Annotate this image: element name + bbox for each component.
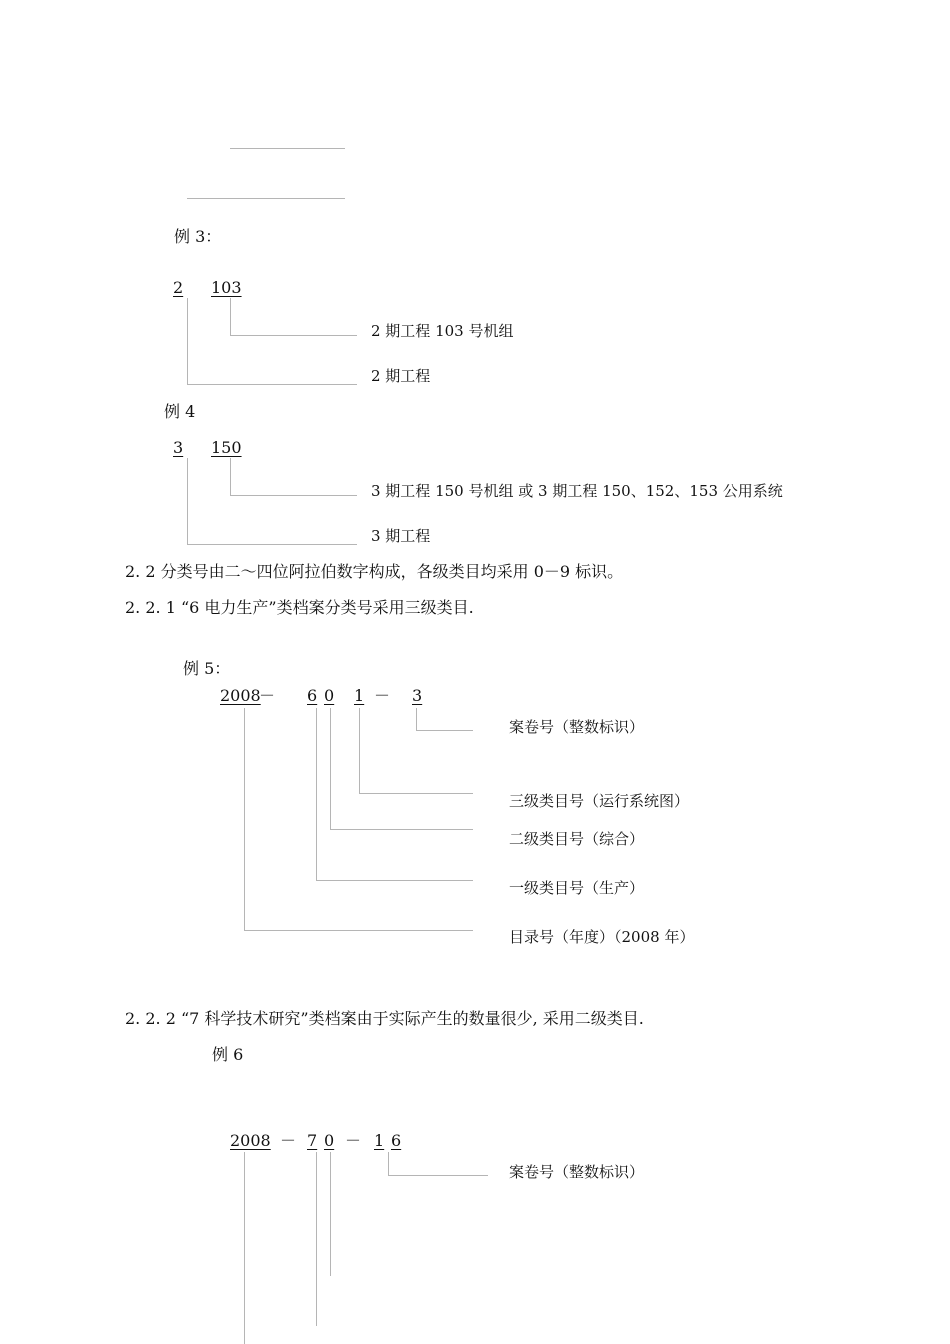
example-6-label: 例 6 [212, 1045, 244, 1064]
example-6-connector-year-v [244, 1152, 245, 1344]
example-4-desc-phase: 3 期工程 [371, 527, 431, 545]
example-3-connector-unit-h [230, 335, 357, 336]
example-5-connector-volume-h [416, 730, 473, 731]
example-6-code-dash-2: － [345, 1131, 362, 1150]
example-6-connector-level-2-v [330, 1152, 331, 1276]
example-3-connector-phase-v [187, 298, 188, 384]
example-4-desc-unit: 3 期工程 150 号机组 或 3 期工程 150、152、153 公用系统 [371, 482, 783, 500]
example-6-connector-level-1-v [316, 1152, 317, 1326]
example-5-code-level-3: 1 [354, 686, 365, 705]
example-5-code-dash-2: － [374, 686, 391, 705]
example-4-connector-unit-v [230, 458, 231, 495]
example-6-code-level-2: 0 [324, 1131, 335, 1150]
example-5-code-dash-1: － [259, 686, 276, 705]
example-6-code-year: 2008 [230, 1131, 271, 1150]
example-3-connector-phase-h [187, 384, 357, 385]
paragraph-2-2-2: 2. 2. 2 “7 科学技术研究”类档案由于实际产生的数量很少, 采用二级类目. [125, 1009, 644, 1028]
example-5-code-volume: 3 [412, 686, 423, 705]
example-4-label: 例 4 [164, 402, 196, 421]
example-6-code-volume-1: 1 [374, 1131, 385, 1150]
example-6-code-dash-1: － [280, 1131, 297, 1150]
example-3-code-phase: 2 [173, 278, 184, 297]
example-5-connector-level-3-v [359, 708, 360, 793]
example-5-connector-level-3-h [359, 793, 473, 794]
example-5-connector-volume-v [416, 708, 417, 730]
example-5-connector-year-v [244, 708, 245, 930]
example-6-connector-volume-h [388, 1175, 488, 1176]
example-3-desc-unit: 2 期工程 103 号机组 [371, 322, 514, 340]
example-5-label: 例 5： [183, 659, 231, 678]
example-6-desc-volume: 案卷号（整数标识） [509, 1163, 645, 1181]
example-5-connector-level-1-v [316, 708, 317, 880]
example-5-desc-volume: 案卷号（整数标识） [509, 718, 645, 736]
example-4-code-phase: 3 [173, 438, 184, 457]
example-5-connector-year-h [244, 930, 473, 931]
example-5-desc-year: 目录号（年度）（2008 年） [509, 928, 695, 946]
paragraph-2-2-1: 2. 2. 1 “6 电力生产”类档案分类号采用三级类目. [125, 598, 474, 617]
example-4-code-unit: 150 [211, 438, 242, 457]
example-5-connector-level-2-h [330, 829, 473, 830]
example-5-desc-level-1: 一级类目号（生产） [509, 879, 645, 897]
example-3-label: 例 3： [174, 227, 222, 246]
top-rule-1 [230, 148, 345, 149]
example-5-code-year: 2008 [220, 686, 261, 705]
example-5-desc-level-3: 三级类目号（运行系统图） [509, 792, 690, 810]
example-5-code-level-1: 6 [307, 686, 318, 705]
paragraph-2-2: 2. 2 分类号由二～四位阿拉伯数字构成，各级类目均采用 0－9 标识。 [125, 562, 624, 581]
example-6-code-volume-2: 6 [391, 1131, 402, 1150]
example-3-desc-phase: 2 期工程 [371, 367, 431, 385]
example-3-code-unit: 103 [211, 278, 242, 297]
example-5-connector-level-1-h [316, 880, 473, 881]
example-4-connector-unit-h [230, 495, 357, 496]
example-4-connector-phase-h [187, 544, 357, 545]
example-6-code-level-1: 7 [307, 1131, 318, 1150]
example-5-code-level-2: 0 [324, 686, 335, 705]
example-3-connector-unit-v [230, 298, 231, 335]
example-6-connector-volume-v [388, 1152, 389, 1175]
top-rule-2 [187, 198, 345, 199]
example-5-desc-level-2: 二级类目号（综合） [509, 830, 645, 848]
example-5-connector-level-2-v [330, 708, 331, 829]
example-4-connector-phase-v [187, 458, 188, 544]
